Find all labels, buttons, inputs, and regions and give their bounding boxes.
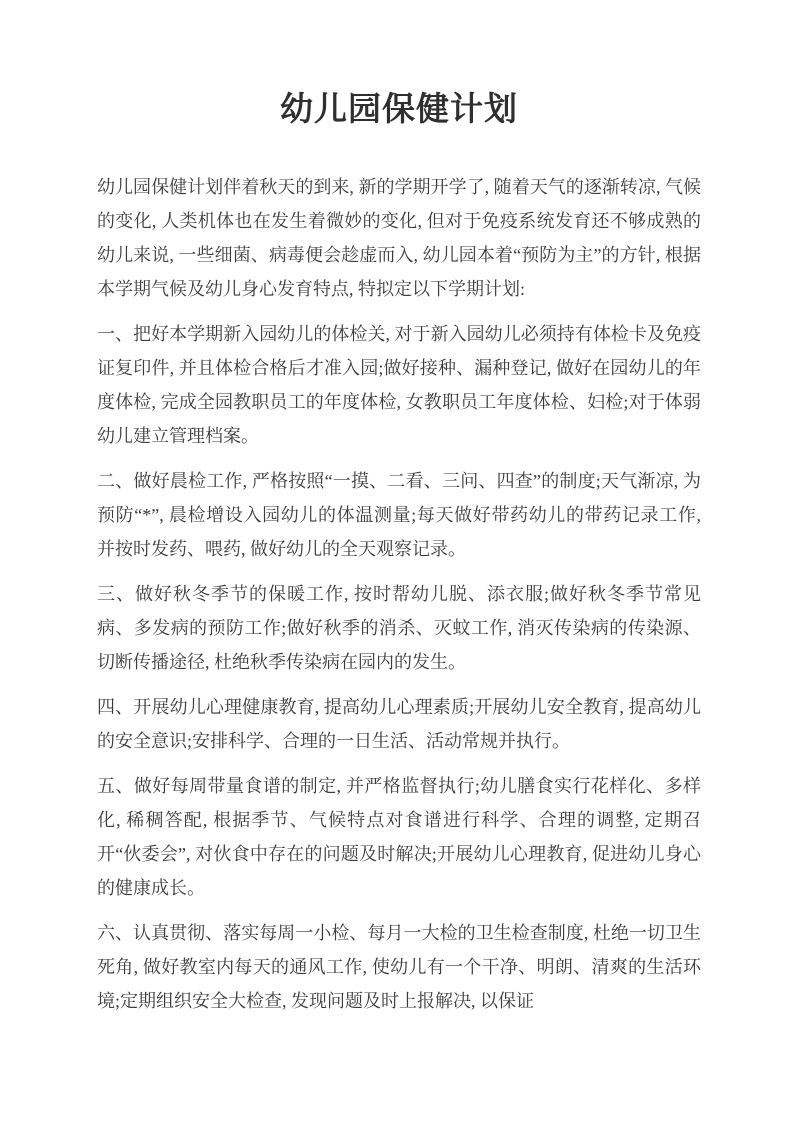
paragraph-item-6: 六、认真贯彻、落实每周一小检、每月一大检的卫生检查制度, 杜绝一切卫生死角, 做好教室内每天的通风工作, 使幼儿有一个干净、明朗、清爽的生活环境;定期组织安全大检查, 发现问题及时上报解决, 以保证 (97, 923, 701, 1011)
paragraph-intro: 幼儿园保健计划伴着秋天的到来, 新的学期开学了, 随着天气的逐渐转凉, 气候的变化, 人类机体也在发生着微妙的变化, 但对于免疫系统发育还不够成熟的幼儿来说, 一些细菌、病毒便会趁虚而入, 幼儿园本着“预防为主”的方针, 根据本学期气候及幼儿身心发育特点, 特拟定以下学期计划: (97, 177, 701, 299)
document-title: 幼儿园保健计划 (280, 92, 518, 128)
paragraph-item-2: 二、做好晨检工作, 严格按照“一摸、二看、三问、四查”的制度;天气渐凉, 为预防“*”, 晨检增设入园幼儿的体温测量;每天做好带药幼儿的带药记录工作, 并按时发药、喂药, 做好幼儿的全天观察记录。 (97, 471, 701, 559)
paragraph-item-5: 五、做好每周带量食谱的制定, 并严格监督执行;幼儿膳食实行花样化、多样化, 稀稠答配, 根据季节、气候特点对食谱进行科学、合理的调整, 定期召开“伙委会”, 对伙食中存在的问题及时解决;开展幼儿心理教育, 促进幼儿身心的健康成长。 (97, 776, 701, 898)
document-body (97, 170, 701, 1018)
paragraph-item-1: 一、把好本学期新入园幼儿的体检关, 对于新入园幼儿必须持有体检卡及免疫证复印件, 并且体检合格后才准入园;做好接种、漏种登记, 做好在园幼儿的年度体检, 完成全园教职员工的年度体检, 女教职员工年度体检、妇检;对于体弱幼儿建立管理档案。 (97, 324, 701, 446)
paragraph-item-4: 四、开展幼儿心理健康教育, 提高幼儿心理素质;开展幼儿安全教育, 提高幼儿的安全意识;安排科学、合理的一日生活、活动常规并执行。 (97, 697, 701, 751)
paragraph-item-3: 三、做好秋冬季节的保暖工作, 按时帮幼儿脱、添衣服;做好秋冬季节常见病、多发病的预防工作;做好秋季的消杀、灭蚊工作, 消灭传染病的传染源、切断传播途径, 杜绝秋季传染病在园内的发生。 (97, 584, 701, 672)
